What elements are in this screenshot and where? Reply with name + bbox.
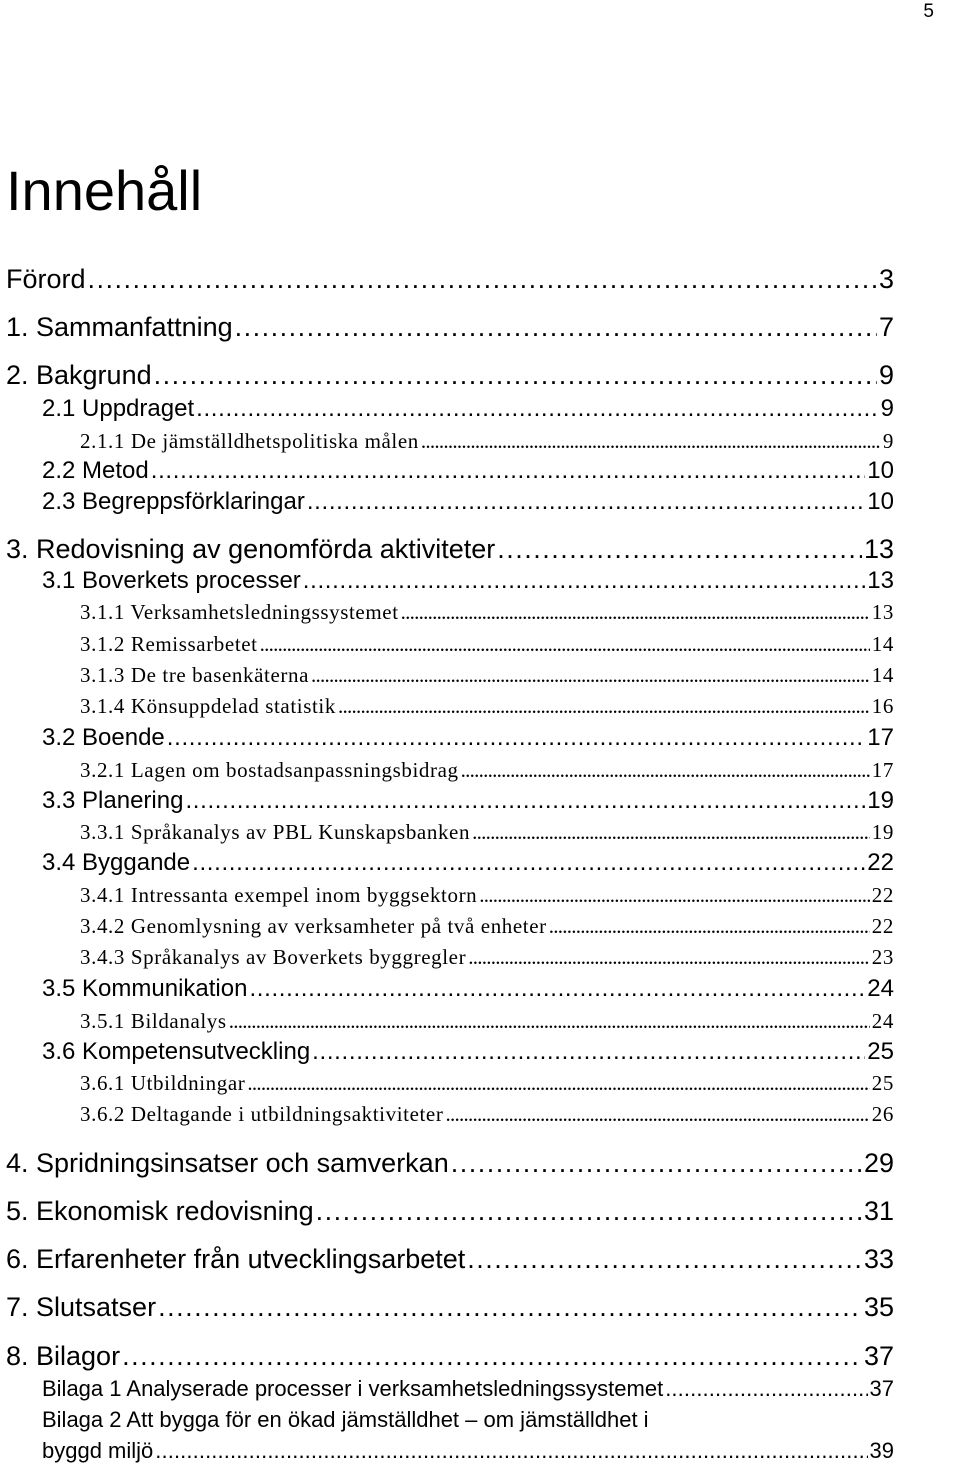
toc-entry-page: 14 [871,663,894,687]
toc-entry[interactable] [0,262,960,296]
toc-entry-label: 3.4.2 Genomlysning av verksamheter på två enheter [80,914,547,938]
toc-entry[interactable] [0,358,960,392]
toc-leader-dots [451,1146,862,1180]
toc-entry[interactable] [0,974,960,1004]
toc-leader-dots [260,630,870,658]
toc-leader-dots [192,848,865,878]
toc-entry-label: 5. Ekonomisk redovisning [6,1196,314,1226]
toc-entry-page: 13 [871,600,894,624]
toc-entry-label: 3.1.1 Verksamhetsledningssystemet [80,600,399,624]
toc-entry-label: 7. Slutsatser [6,1292,157,1322]
toc-entry-wrapped-line[interactable] [42,1405,649,1434]
toc-entry-label: 3.5 Kommunikation [42,975,248,1002]
toc-leader-dots [154,358,877,392]
page-title: Innehåll [6,159,203,222]
toc-entry-page: 9 [878,360,894,390]
toc-entry-label: Bilaga 2 Att bygga för en ökad jämställdhet – om jämställdhet i [42,1407,649,1432]
toc-entry[interactable] [0,487,960,517]
toc-entry-page: 9 [882,429,894,453]
toc-leader-dots [665,1374,867,1403]
toc-entry[interactable] [0,630,960,658]
toc-entry[interactable] [0,1146,960,1180]
toc-leader-dots [235,310,877,344]
toc-entry-page: 13 [867,567,894,594]
toc-entry-label: byggd miljö [42,1438,154,1463]
toc-entry-label: 3.6 Kompetensutveckling [42,1038,311,1065]
toc-entry[interactable] [0,692,960,720]
toc-leader-dots [247,1069,869,1097]
toc-entry-label: 3.6.2 Deltagande i utbildningsaktiviteter [80,1102,444,1126]
toc-entry-label: 2.1.1 De jämställdhetspolitiska målen [80,429,419,453]
toc-entry-page: 26 [871,1102,894,1126]
toc-entry-page: 17 [867,724,894,751]
toc-entry-label: 8. Bilagor [6,1341,121,1371]
toc-leader-dots [338,692,870,720]
toc-leader-dots [401,598,870,626]
toc-entry[interactable] [0,786,960,816]
toc-entry[interactable] [0,394,960,424]
toc-entry-label: 3.1 Boverkets processer [42,567,301,594]
toc-entry[interactable] [0,943,960,971]
toc-entry-page: 37 [863,1341,894,1371]
toc-entry[interactable] [0,1290,960,1324]
toc-entry-page: 17 [871,758,894,782]
toc-entry-page: 3 [878,264,894,294]
toc-leader-dots [307,487,865,517]
toc-entry-label: 3.6.1 Utbildningar [80,1071,246,1095]
toc-entry-label: 3. Redovisning av genomförda aktiviteter [6,534,496,564]
toc-entry-label: 4. Spridningsinsatser och samverkan [6,1148,449,1178]
toc-entry-label: 3.1.3 De tre basenkäterna [80,663,309,687]
toc-entry-page: 19 [867,787,894,814]
toc-entry[interactable] [0,427,960,455]
toc-entry-label: 2. Bakgrund [6,360,152,390]
toc-leader-dots [229,1007,870,1035]
toc-entry-page: 37 [869,1376,894,1401]
toc-entry-label: 3.2 Boende [42,724,165,751]
toc-entry-page: 10 [867,457,894,484]
toc-entry-page: 22 [871,883,894,907]
toc-leader-dots [303,566,866,596]
toc-entry[interactable] [0,1069,960,1097]
toc-entry-page: 22 [871,914,894,938]
toc-entry-label: 3.4.3 Språkanalys av Boverkets byggregler [80,945,467,969]
toc-leader-dots [185,786,865,816]
toc-entry[interactable] [0,1242,960,1276]
toc-entry-page: 13 [863,534,894,564]
toc-entry[interactable] [0,1436,960,1465]
toc-entry-page: 7 [878,312,894,342]
toc-entry-label: Förord [6,264,86,294]
toc-leader-dots [151,456,866,486]
toc-entry[interactable] [0,310,960,344]
toc-entry[interactable] [0,661,960,689]
toc-entry-label: 3.3.1 Språkanalys av PBL Kunskapsbanken [80,820,471,844]
toc-entry-label: 6. Erfarenheter från utvecklingsarbetet [6,1244,466,1274]
toc-entry-page: 29 [863,1148,894,1178]
toc-entry[interactable] [0,756,960,784]
toc-leader-dots [122,1339,862,1373]
toc-leader-dots [155,1436,867,1465]
toc-entry[interactable] [0,912,960,940]
toc-entry-page: 16 [871,694,894,718]
toc-entry-label: 2.1 Uppdraget [42,395,195,422]
page-number: 5 [923,1,934,22]
toc-entry-page: 25 [871,1071,894,1095]
toc-entry-page: 23 [871,945,894,969]
toc-entry[interactable] [0,723,960,753]
toc-entry-label: 3.1.4 Könsuppdelad statistik [80,694,336,718]
toc-entry-label: 2.3 Begreppsförklaringar [42,488,305,515]
toc-entry-page: 19 [871,820,894,844]
toc-entry[interactable] [0,532,960,566]
toc-entry-page: 22 [867,849,894,876]
toc-entry-page: 24 [867,975,894,1002]
toc-entry-page: 33 [863,1244,894,1274]
toc-leader-dots [316,1194,862,1228]
toc-leader-dots [549,912,870,940]
toc-entry-label: 3.4 Byggande [42,849,191,876]
toc-entry-page: 35 [863,1292,894,1322]
toc-entry-label: 3.4.1 Intressanta exempel inom byggsektorn [80,883,478,907]
toc-entry[interactable] [0,1007,960,1035]
toc-entry-page: 14 [871,632,894,656]
toc-entry[interactable] [0,1100,960,1128]
toc-leader-dots [467,1242,862,1276]
toc-entry-label: 3.5.1 Bildanalys [80,1009,227,1033]
toc-entry[interactable] [0,1339,960,1373]
toc-entry-page: 31 [863,1196,894,1226]
toc-leader-dots [497,532,862,566]
toc-entry[interactable] [0,848,960,878]
toc-entry-label: 3.1.2 Remissarbetet [80,632,258,656]
toc-leader-dots [479,881,870,909]
toc-entry[interactable] [0,566,960,596]
toc-leader-dots [158,1290,862,1324]
toc-entry[interactable] [0,1037,960,1067]
toc-entry-page: 25 [867,1038,894,1065]
toc-leader-dots [311,661,870,689]
toc-entry-page: 9 [880,395,894,422]
toc-leader-dots [445,1100,869,1128]
toc-entry-label: 2.2 Metod [42,457,149,484]
toc-entry-page: 24 [871,1009,894,1033]
toc-leader-dots [421,427,881,455]
toc-entry[interactable] [0,1374,960,1403]
toc-leader-dots [196,394,879,424]
toc-leader-dots [88,262,877,296]
toc-entry-page: 10 [867,488,894,515]
toc-entry-label: 3.2.1 Lagen om bostadsanpassningsbidrag [80,758,459,782]
toc-entry[interactable] [0,456,960,486]
toc-leader-dots [472,818,870,846]
toc-entry-label: Bilaga 1 Analyserade processer i verksamhetsledningssystemet [42,1376,664,1401]
toc-entry[interactable] [0,598,960,626]
toc-leader-dots [461,756,870,784]
toc-entry-page: 39 [869,1438,894,1463]
toc-entry-label: 3.3 Planering [42,787,184,814]
toc-leader-dots [468,943,870,971]
toc-entry[interactable] [0,881,960,909]
toc-leader-dots [167,723,866,753]
toc-leader-dots [312,1037,865,1067]
toc-entry[interactable] [0,1194,960,1228]
toc-leader-dots [249,974,865,1004]
toc-entry[interactable] [0,818,960,846]
toc-entry-label: 1. Sammanfattning [6,312,233,342]
